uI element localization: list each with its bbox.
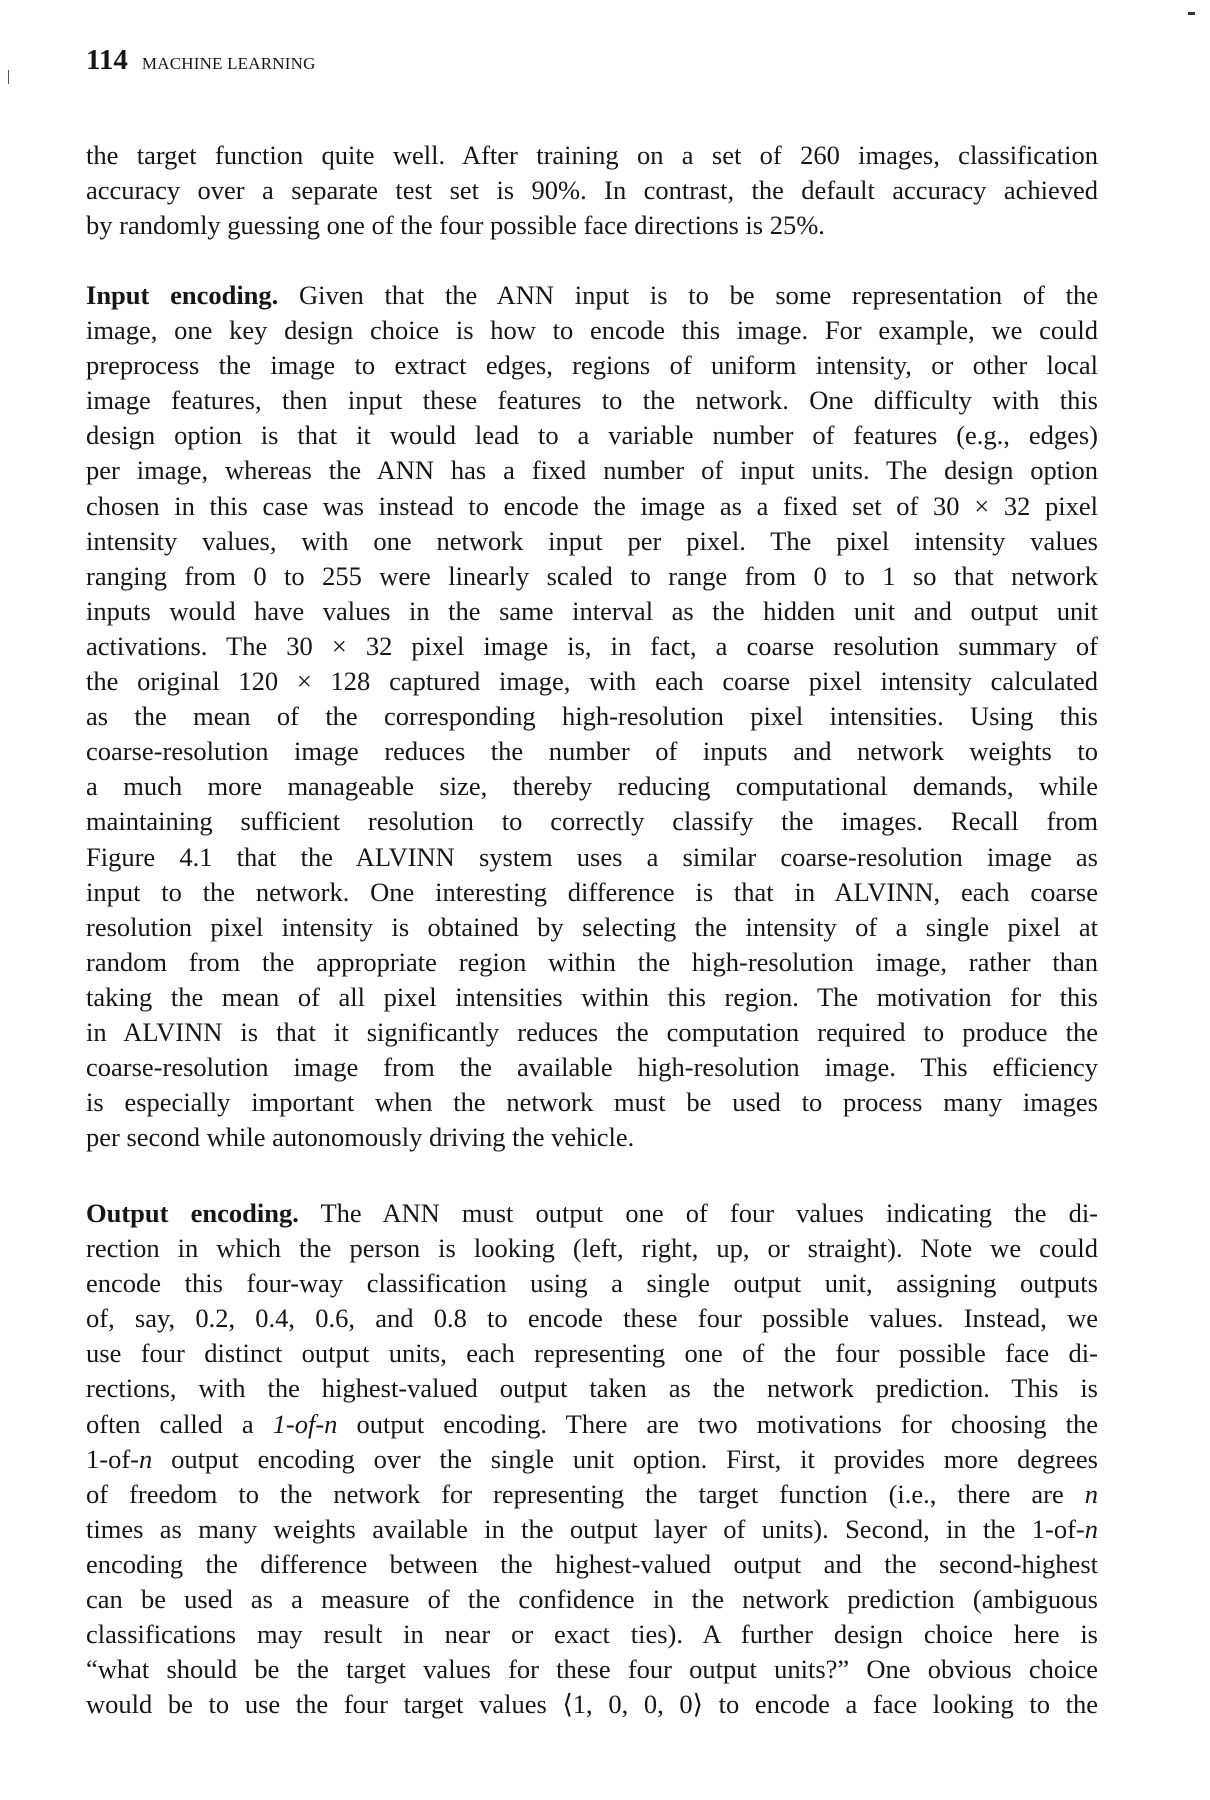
text-run: would be to use the four target values ⟨1, 0, 0, 0⟩ to encode a face looking to the <box>86 1689 1098 1720</box>
text-line <box>86 1050 1098 1085</box>
text-line <box>86 1266 1098 1301</box>
text-line <box>86 664 1098 699</box>
text-run: rection in which the person is looking (left, right, up, or straight). Note we could <box>86 1233 1098 1264</box>
page-header <box>86 44 316 84</box>
scan-margin-mark <box>8 70 9 84</box>
text-line <box>86 1442 1098 1477</box>
italic-term: 1-of-n <box>272 1408 338 1439</box>
text-line <box>86 208 1098 243</box>
text-line <box>86 1015 1098 1050</box>
text-run: can be used as a measure of the confidence in the network prediction (ambiguous <box>86 1584 1098 1615</box>
text-line <box>86 629 1098 664</box>
text-line <box>86 980 1098 1015</box>
text-run: rections, with the highest-valued output taken as the network prediction. This is <box>86 1373 1098 1404</box>
text-line <box>86 1477 1098 1512</box>
text-run: often called a <box>86 1408 273 1439</box>
text-run: the original 120 × 128 captured image, with each coarse pixel intensity calculated <box>86 666 1098 697</box>
text-run: times as many weights available in the output layer of units). Second, in the 1-of- <box>86 1513 1085 1544</box>
text-run: Given that the ANN input is to be some representation of the <box>278 280 1098 310</box>
text-line <box>86 945 1098 980</box>
text-run: as the mean of the corresponding high-resolution pixel intensities. Using this <box>86 701 1098 732</box>
text-run: chosen in this case was instead to encode the image as a fixed set of 30 × 32 pixel <box>86 490 1098 521</box>
text-line <box>86 524 1098 559</box>
text-run: in ALVINN is that it significantly reduces the computation required to produce the <box>86 1016 1098 1047</box>
text-line <box>86 1301 1098 1336</box>
text-line <box>86 278 1098 313</box>
text-run: taking the mean of all pixel intensities within this region. The motivation for this <box>86 981 1098 1012</box>
text-line <box>86 1512 1098 1547</box>
text-line <box>86 1231 1098 1266</box>
text-line <box>86 1687 1098 1722</box>
text-line <box>86 1652 1098 1687</box>
text-line <box>86 1371 1098 1406</box>
text-run: maintaining sufficient resolution to correctly classify the images. Recall from <box>86 806 1098 837</box>
text-line <box>86 594 1098 629</box>
text-line <box>86 1407 1098 1442</box>
run-in-heading: Output encoding. <box>86 1198 299 1228</box>
scan-corner-mark <box>1188 12 1195 15</box>
paragraph-intro <box>86 138 1098 243</box>
text-run: of, say, 0.2, 0.4, 0.6, and 0.8 to encode these four possible values. Instead, we <box>86 1303 1098 1334</box>
text-line <box>86 1547 1098 1582</box>
text-line <box>86 699 1098 734</box>
text-run: 1-of- <box>86 1443 139 1474</box>
text-run: input to the network. One interesting difference is that in ALVINN, each coarse <box>86 876 1098 907</box>
text-run: output encoding. There are two motivations for choosing the <box>337 1408 1098 1439</box>
text-run: classifications may result in near or exact ties). A further design choice here is <box>86 1619 1098 1650</box>
text-run: the target function quite well. After training on a set of 260 images, classification <box>86 140 1098 170</box>
text-run: image, one key design choice is how to encode this image. For example, we could <box>86 315 1098 346</box>
text-line <box>86 559 1098 594</box>
text-line <box>86 1196 1098 1231</box>
text-line <box>86 383 1098 418</box>
text-run: The ANN must output one of four values indicating the di- <box>298 1198 1099 1228</box>
text-line <box>86 313 1098 348</box>
text-line <box>86 453 1098 488</box>
text-run: “what should be the target values for these four output units?” One obvious choice <box>86 1654 1098 1685</box>
text-run: encoding the difference between the highest-valued output and the second-highest <box>86 1548 1098 1579</box>
italic-term: n <box>1084 1478 1098 1509</box>
text-line <box>86 489 1098 524</box>
text-line <box>86 769 1098 804</box>
text-run: per second while autonomously driving the vehicle. <box>86 1122 635 1153</box>
text-line <box>86 734 1098 769</box>
text-run: ranging from 0 to 255 were linearly scaled to range from 0 to 1 so that network <box>86 560 1098 591</box>
text-line <box>86 1617 1098 1652</box>
text-run: coarse-resolution image from the available high-resolution image. This efficiency <box>86 1052 1098 1083</box>
text-run: encode this four-way classification using a single output unit, assigning outputs <box>86 1268 1098 1299</box>
text-run: preprocess the image to extract edges, regions of uniform intensity, or other local <box>86 350 1098 381</box>
italic-term: n <box>138 1443 153 1474</box>
text-run: activations. The 30 × 32 pixel image is, in fact, a coarse resolution summary of <box>86 630 1098 661</box>
text-run: intensity values, with one network input per pixel. The pixel intensity values <box>86 525 1098 556</box>
text-run: inputs would have values in the same interval as the hidden unit and output unit <box>86 595 1098 626</box>
text-line <box>86 875 1098 910</box>
text-line <box>86 804 1098 839</box>
text-line <box>86 138 1098 173</box>
text-line <box>86 910 1098 945</box>
text-run: resolution pixel intensity is obtained by selecting the intensity of a single pixel at <box>86 911 1098 942</box>
paragraph-output-encoding <box>86 1196 1098 1722</box>
text-run: a much more manageable size, thereby reducing computational demands, while <box>86 771 1098 802</box>
text-line <box>86 1336 1098 1371</box>
text-run: Figure 4.1 that the ALVINN system uses a similar coarse-resolution image as <box>86 841 1098 872</box>
text-line <box>86 1085 1098 1120</box>
text-run: coarse-resolution image reduces the number of inputs and network weights to <box>86 736 1098 767</box>
text-run: per image, whereas the ANN has a fixed number of input units. The design option <box>86 455 1098 486</box>
text-run: image features, then input these features to the network. One difficulty with this <box>86 385 1098 416</box>
run-in-heading: Input encoding. <box>86 280 279 310</box>
text-line <box>86 173 1098 208</box>
text-run: output encoding over the single unit option. First, it provides more degrees <box>152 1443 1098 1474</box>
text-line <box>86 840 1098 875</box>
text-run: accuracy over a separate test set is 90%. In contrast, the default accuracy achieved <box>86 175 1098 206</box>
text-line <box>86 418 1098 453</box>
text-run: design option is that it would lead to a variable number of features (e.g., edges) <box>86 420 1098 451</box>
italic-term: n <box>1084 1513 1098 1544</box>
paragraph-input-encoding <box>86 278 1098 1155</box>
text-run: of freedom to the network for representing the target function (i.e., there are <box>86 1478 1085 1509</box>
text-run: by randomly guessing one of the four possible face directions is 25%. <box>86 210 825 241</box>
page-number: 114 <box>86 44 128 76</box>
running-title: MACHINE LEARNING <box>141 54 316 73</box>
text-run: random from the appropriate region within the high-resolution image, rather than <box>86 946 1098 977</box>
text-line <box>86 348 1098 383</box>
text-run: use four distinct output units, each representing one of the four possible face di- <box>86 1338 1098 1369</box>
text-line <box>86 1582 1098 1617</box>
text-run: is especially important when the network must be used to process many images <box>86 1087 1098 1118</box>
text-line <box>86 1120 1098 1155</box>
